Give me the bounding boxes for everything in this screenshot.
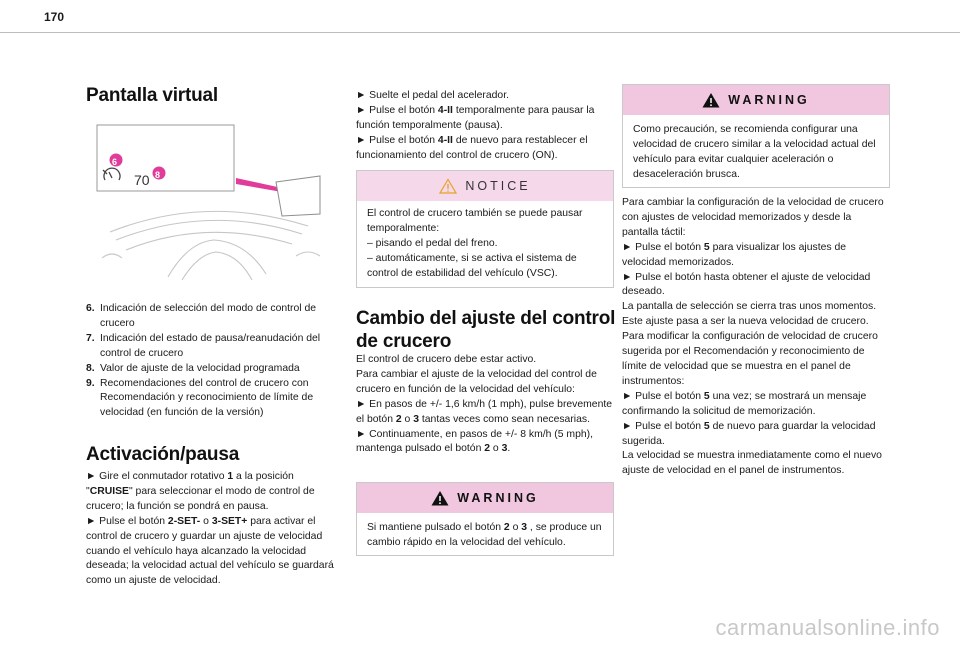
warning-box-rapid-change [356,482,614,556]
windshield-panel [276,176,320,216]
virtual-display-figure [96,122,328,282]
warning-header [623,85,889,115]
list-item: 6. Indicación de selección del modo de control de crucero [86,303,317,329]
activation-instructions [86,470,338,589]
notice-title: NOTICE [465,179,531,193]
memorized-speed-instructions: Para cambiar la configuración de la velocidad de crucero con ajustes de velocidad memorizados y desde la pantalla táctil: ► Pulse el botón 5 para visualizar los ajustes de velocidad memorizados. ► Pulse el botón hasta obtener el ajuste de velocidad deseado. La pantalla de selección se cierra tras unos momentos. Este ajuste pasa a ser la nueva velocidad de crucero. Para modificar la configuración de velocidad de crucero sugerida por el Recomendación y reconocimiento de límite de velocidad que se muestra en el panel de instrumentos: ► Pulse el botón 5 una vez; se mostrará un mensaje confirmando la solicitud de memorización. ► Pulse el botón 5 de nuevo para guardar la velocidad sugerida. La velocidad se muestra inmediatamente como el nuevo ajuste de velocidad en el panel de instrumentos. [622,196,890,479]
step-rotate-switch: ► Gire el conmutador rotativo 1 a la posición "CRUISE" para seleccionar el modo de control de crucero; la función se pondrá en pausa. [86,471,315,512]
speed-readout: 70 [134,172,150,188]
list-item: 9. Recomendaciones del control de crucero con Recomendación y reconocimiento de límite de velocidad (en función de la versión) [86,377,314,419]
warning-triangle-icon [439,178,457,194]
warning-body: Si mantiene pulsado el botón 2 o 3 , se produce un cambio rápido en la velocidad del vehículo. [367,522,602,548]
warning-triangle-icon [702,92,720,108]
warning-triangle-icon [431,490,449,506]
list-item: 7. Indicación del estado de pausa/reanudación del control de crucero [86,332,321,359]
projection-beam [236,178,282,192]
notice-body: El control de crucero también se puede pausar temporalmente: – pisando el pedal del freno. – automáticamente, si se activa el sistema de control de estabilidad del vehículo (VSC). [367,208,583,279]
top-divider [0,32,960,33]
warning-header [357,483,613,513]
watermark: carmanualsonline.info [715,615,940,640]
step-press-5-again: ► Pulse el botón 5 de nuevo para guardar la velocidad sugerida. [622,420,876,447]
dashboard-illustration [96,122,328,282]
callout-6-label: 6 [112,157,118,167]
section-title-activation: Activación/pausa [86,444,240,465]
step-press-5: ► Pulse el botón 5 para visualizar los ajustes de velocidad memorizados. [622,241,847,268]
notice-box [356,170,614,288]
step-release-pedal: ► Suelte el pedal del acelerador. [356,90,509,101]
steering-wheel-outline [102,211,320,280]
step-press-5-once: ► Pulse el botón 5 una vez; se mostrará un mensaje confirmando la solicitud de memorización. [622,390,867,417]
step-pause: ► Pulse el botón 4-II temporalmente para pausar la función temporalmente (pausa). [356,104,595,131]
figure-legend [86,302,336,421]
list-item: 8. Valor de ajuste de la velocidad programada [86,362,300,374]
step-press-set: ► Pulse el botón 2-SET- o 3-SET+ para activar el control de crucero y guardar un ajuste de velocidad cuando el vehículo haya alcanzado la velocidad deseada; la velocidad actual del vehículo se guardará como un ajuste de velocidad. [86,515,334,587]
step-long-press: ► Continuamente, en pasos de +/- 8 km/h (5 mph), mantenga pulsado el botón 2 o 3. [356,428,593,455]
warning-title: WARNING [728,93,810,107]
change-setting-instructions: El control de crucero debe estar activo. Para cambiar el ajuste de la velocidad del control de crucero en función de la velocidad del vehículo: ► En pasos de +/- 1,6 km/h (1 mph), pulse brevemente el botón 2 o 3 tantas veces como sean necesarias. ► Continuamente, en pasos de +/- 8 km/h (5 mph), mantenga pulsado el botón 2 o 3. [356,353,614,457]
callout-8-label: 8 [155,170,161,180]
pause-instructions [356,89,614,164]
step-resume: ► Pulse el botón 4-II de nuevo para restablecer el funcionamiento del control de crucero (ON). [356,134,588,161]
warning-body: Como precaución, se recomienda configurar una velocidad de crucero similar a la velocidad actual del vehículo para evitar cualquier aceleración o desaceleración brusca. [633,124,876,180]
page-number: 170 [44,10,65,24]
warning-title: WARNING [457,491,539,505]
notice-header [357,171,613,201]
step-short-press: ► En pasos de +/- 1,6 km/h (1 mph), pulse brevemente el botón 2 o 3 tantas veces como sean necesarias. [356,398,613,425]
warning-box-precaution [622,84,890,188]
section-title-virtual-display: Pantalla virtual [86,85,218,106]
section-title-change-setting: Cambio del ajuste del control de crucero [356,308,616,352]
